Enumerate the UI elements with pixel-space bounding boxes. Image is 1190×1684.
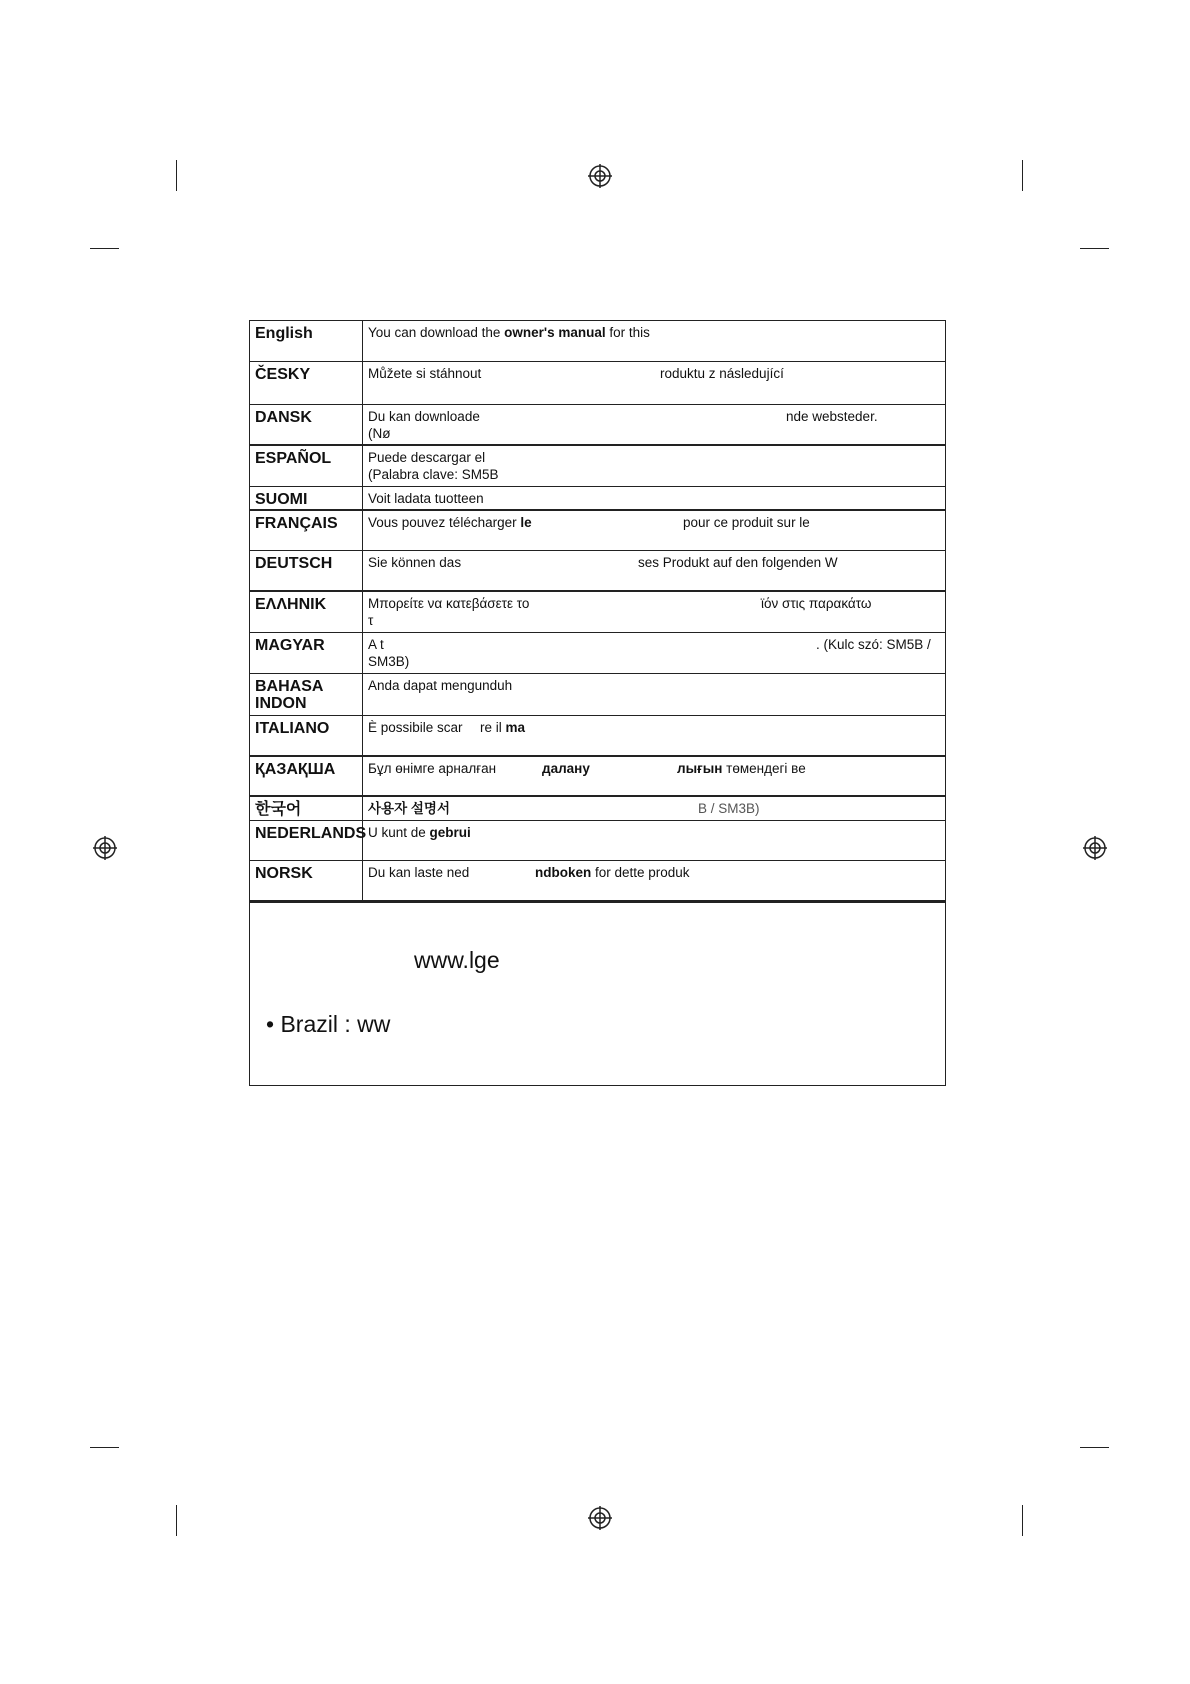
registration-target-icon bbox=[93, 836, 117, 860]
text-second-line: τ bbox=[368, 613, 374, 628]
language-name: DANSK bbox=[250, 405, 363, 444]
text-run: Μπορείτε να κατεβάσετε το bbox=[368, 596, 530, 611]
language-text bbox=[363, 674, 945, 715]
language-text bbox=[363, 487, 945, 509]
language-name: FRANÇAIS bbox=[250, 511, 363, 550]
text-run: Vous pouvez télécharger bbox=[368, 515, 521, 530]
table-row bbox=[250, 797, 945, 821]
text-fragment bbox=[542, 760, 590, 777]
text-fragment bbox=[660, 365, 784, 382]
text-run: Puede descargar el bbox=[368, 450, 486, 465]
text-fragment bbox=[368, 677, 512, 694]
language-name: ITALIANO bbox=[250, 716, 363, 755]
crop-mark bbox=[1080, 1447, 1109, 1448]
text-fragment bbox=[368, 595, 529, 612]
language-name: DEUTSCH bbox=[250, 551, 363, 590]
text-run: ϊόν στις παρακάτω bbox=[761, 596, 872, 611]
text-run: owner's manual bbox=[504, 325, 606, 340]
language-name: SUOMI bbox=[250, 487, 363, 509]
language-name: 한국어 bbox=[250, 797, 363, 820]
text-second-line: (Palabra clave: SM5B bbox=[368, 467, 499, 482]
text-run: re il bbox=[480, 720, 506, 735]
text-second-line: SM3B) bbox=[368, 654, 410, 669]
text-fragment bbox=[368, 760, 496, 777]
table-row bbox=[250, 405, 945, 446]
text-fragment bbox=[677, 760, 806, 777]
text-fragment bbox=[368, 719, 463, 736]
table-row bbox=[250, 487, 945, 511]
text-fragment bbox=[368, 365, 481, 382]
text-run: nde websteder. bbox=[786, 409, 878, 424]
text-fragment bbox=[368, 324, 650, 341]
text-run: roduktu z následující bbox=[660, 366, 784, 381]
text-fragment bbox=[368, 636, 384, 653]
crop-mark bbox=[1022, 1505, 1023, 1536]
text-run: pour ce produit sur le bbox=[683, 515, 810, 530]
text-fragment bbox=[368, 864, 469, 881]
crop-mark bbox=[1022, 160, 1023, 191]
text-run: төмендегі ве bbox=[722, 761, 806, 776]
text-fragment bbox=[816, 636, 931, 653]
text-run: Du kan downloade bbox=[368, 409, 480, 424]
table-row bbox=[250, 446, 945, 487]
language-text bbox=[363, 551, 945, 590]
table-row bbox=[250, 716, 945, 757]
text-run: A t bbox=[368, 637, 384, 652]
website-url[interactable]: www.lge bbox=[414, 947, 500, 973]
text-fragment bbox=[368, 449, 485, 466]
language-text bbox=[363, 861, 945, 900]
text-run: È possibile scar bbox=[368, 720, 463, 735]
language-text bbox=[363, 757, 945, 795]
text-run: лығын bbox=[677, 761, 723, 776]
text-run: Sie können das bbox=[368, 555, 462, 570]
registration-target-icon bbox=[1083, 836, 1107, 860]
text-fragment bbox=[761, 595, 871, 612]
text-run: Anda dapat mengunduh bbox=[368, 678, 513, 693]
registration-target-icon bbox=[588, 1506, 612, 1530]
text-fragment bbox=[698, 800, 760, 817]
language-text bbox=[363, 405, 945, 444]
table-row bbox=[250, 592, 945, 633]
text-fragment bbox=[368, 824, 471, 841]
language-name: ESPAÑOL bbox=[250, 446, 363, 486]
crop-mark bbox=[90, 1447, 119, 1448]
brazil-website-url[interactable]: • Brazil : ww bbox=[266, 1011, 391, 1037]
text-run: Бұл өнімге арналған bbox=[368, 761, 497, 776]
language-text bbox=[363, 511, 945, 550]
text-second-line: (Nø bbox=[368, 426, 391, 441]
download-url-box bbox=[249, 903, 946, 1086]
text-fragment bbox=[368, 800, 450, 817]
language-table bbox=[249, 320, 946, 903]
language-text bbox=[363, 821, 945, 860]
crop-mark bbox=[1080, 248, 1109, 249]
text-fragment bbox=[786, 408, 878, 425]
text-run: gebrui bbox=[429, 825, 471, 840]
text-run: U kunt de bbox=[368, 825, 430, 840]
text-fragment bbox=[638, 554, 838, 571]
language-name: BAHASA INDON bbox=[250, 674, 363, 715]
text-run: 사용자 설명서 bbox=[368, 801, 450, 816]
language-name: NORSK bbox=[250, 861, 363, 900]
text-fragment bbox=[683, 514, 810, 531]
language-name: ҚАЗАҚША bbox=[250, 757, 363, 795]
text-fragment bbox=[368, 408, 480, 425]
text-fragment bbox=[368, 514, 532, 531]
text-run: . (Kulc szó: SM5B / bbox=[816, 637, 931, 652]
crop-mark bbox=[90, 248, 119, 249]
table-row bbox=[250, 511, 945, 551]
text-run: for this bbox=[605, 325, 650, 340]
table-row bbox=[250, 674, 945, 716]
text-run: ndboken bbox=[535, 865, 592, 880]
text-run: ses Produkt auf den folgenden W bbox=[638, 555, 838, 570]
language-text bbox=[363, 633, 945, 673]
text-fragment bbox=[535, 864, 690, 881]
text-run: Voit ladata tuotteen bbox=[368, 491, 484, 506]
text-run: далану bbox=[542, 761, 590, 776]
text-run: B / SM3B) bbox=[698, 801, 760, 816]
language-name: ΕΛΛΗΝΙΚ bbox=[250, 592, 363, 632]
language-name: ČESKY bbox=[250, 362, 363, 404]
language-text bbox=[363, 446, 945, 486]
text-run: ma bbox=[505, 720, 526, 735]
table-row bbox=[250, 861, 945, 902]
text-fragment bbox=[480, 719, 525, 736]
table-row bbox=[250, 821, 945, 861]
language-name: NEDERLANDS bbox=[250, 821, 363, 860]
language-text bbox=[363, 592, 945, 632]
language-name: English bbox=[250, 321, 363, 361]
language-text bbox=[363, 362, 945, 404]
table-row bbox=[250, 757, 945, 797]
crop-mark bbox=[176, 160, 177, 191]
text-run: Můžete si stáhnout bbox=[368, 366, 482, 381]
crop-mark bbox=[176, 1505, 177, 1536]
text-run: You can download the bbox=[368, 325, 505, 340]
text-fragment bbox=[368, 490, 484, 507]
table-row bbox=[250, 551, 945, 592]
table-row bbox=[250, 362, 945, 405]
text-run: for dette produk bbox=[591, 865, 690, 880]
text-run: le bbox=[520, 515, 532, 530]
registration-target-icon bbox=[588, 164, 612, 188]
table-row bbox=[250, 321, 945, 362]
text-run: Du kan laste ned bbox=[368, 865, 470, 880]
language-text bbox=[363, 716, 945, 755]
language-name: MAGYAR bbox=[250, 633, 363, 673]
language-text bbox=[363, 797, 945, 820]
language-text bbox=[363, 321, 945, 361]
table-row bbox=[250, 633, 945, 674]
text-fragment bbox=[368, 554, 461, 571]
